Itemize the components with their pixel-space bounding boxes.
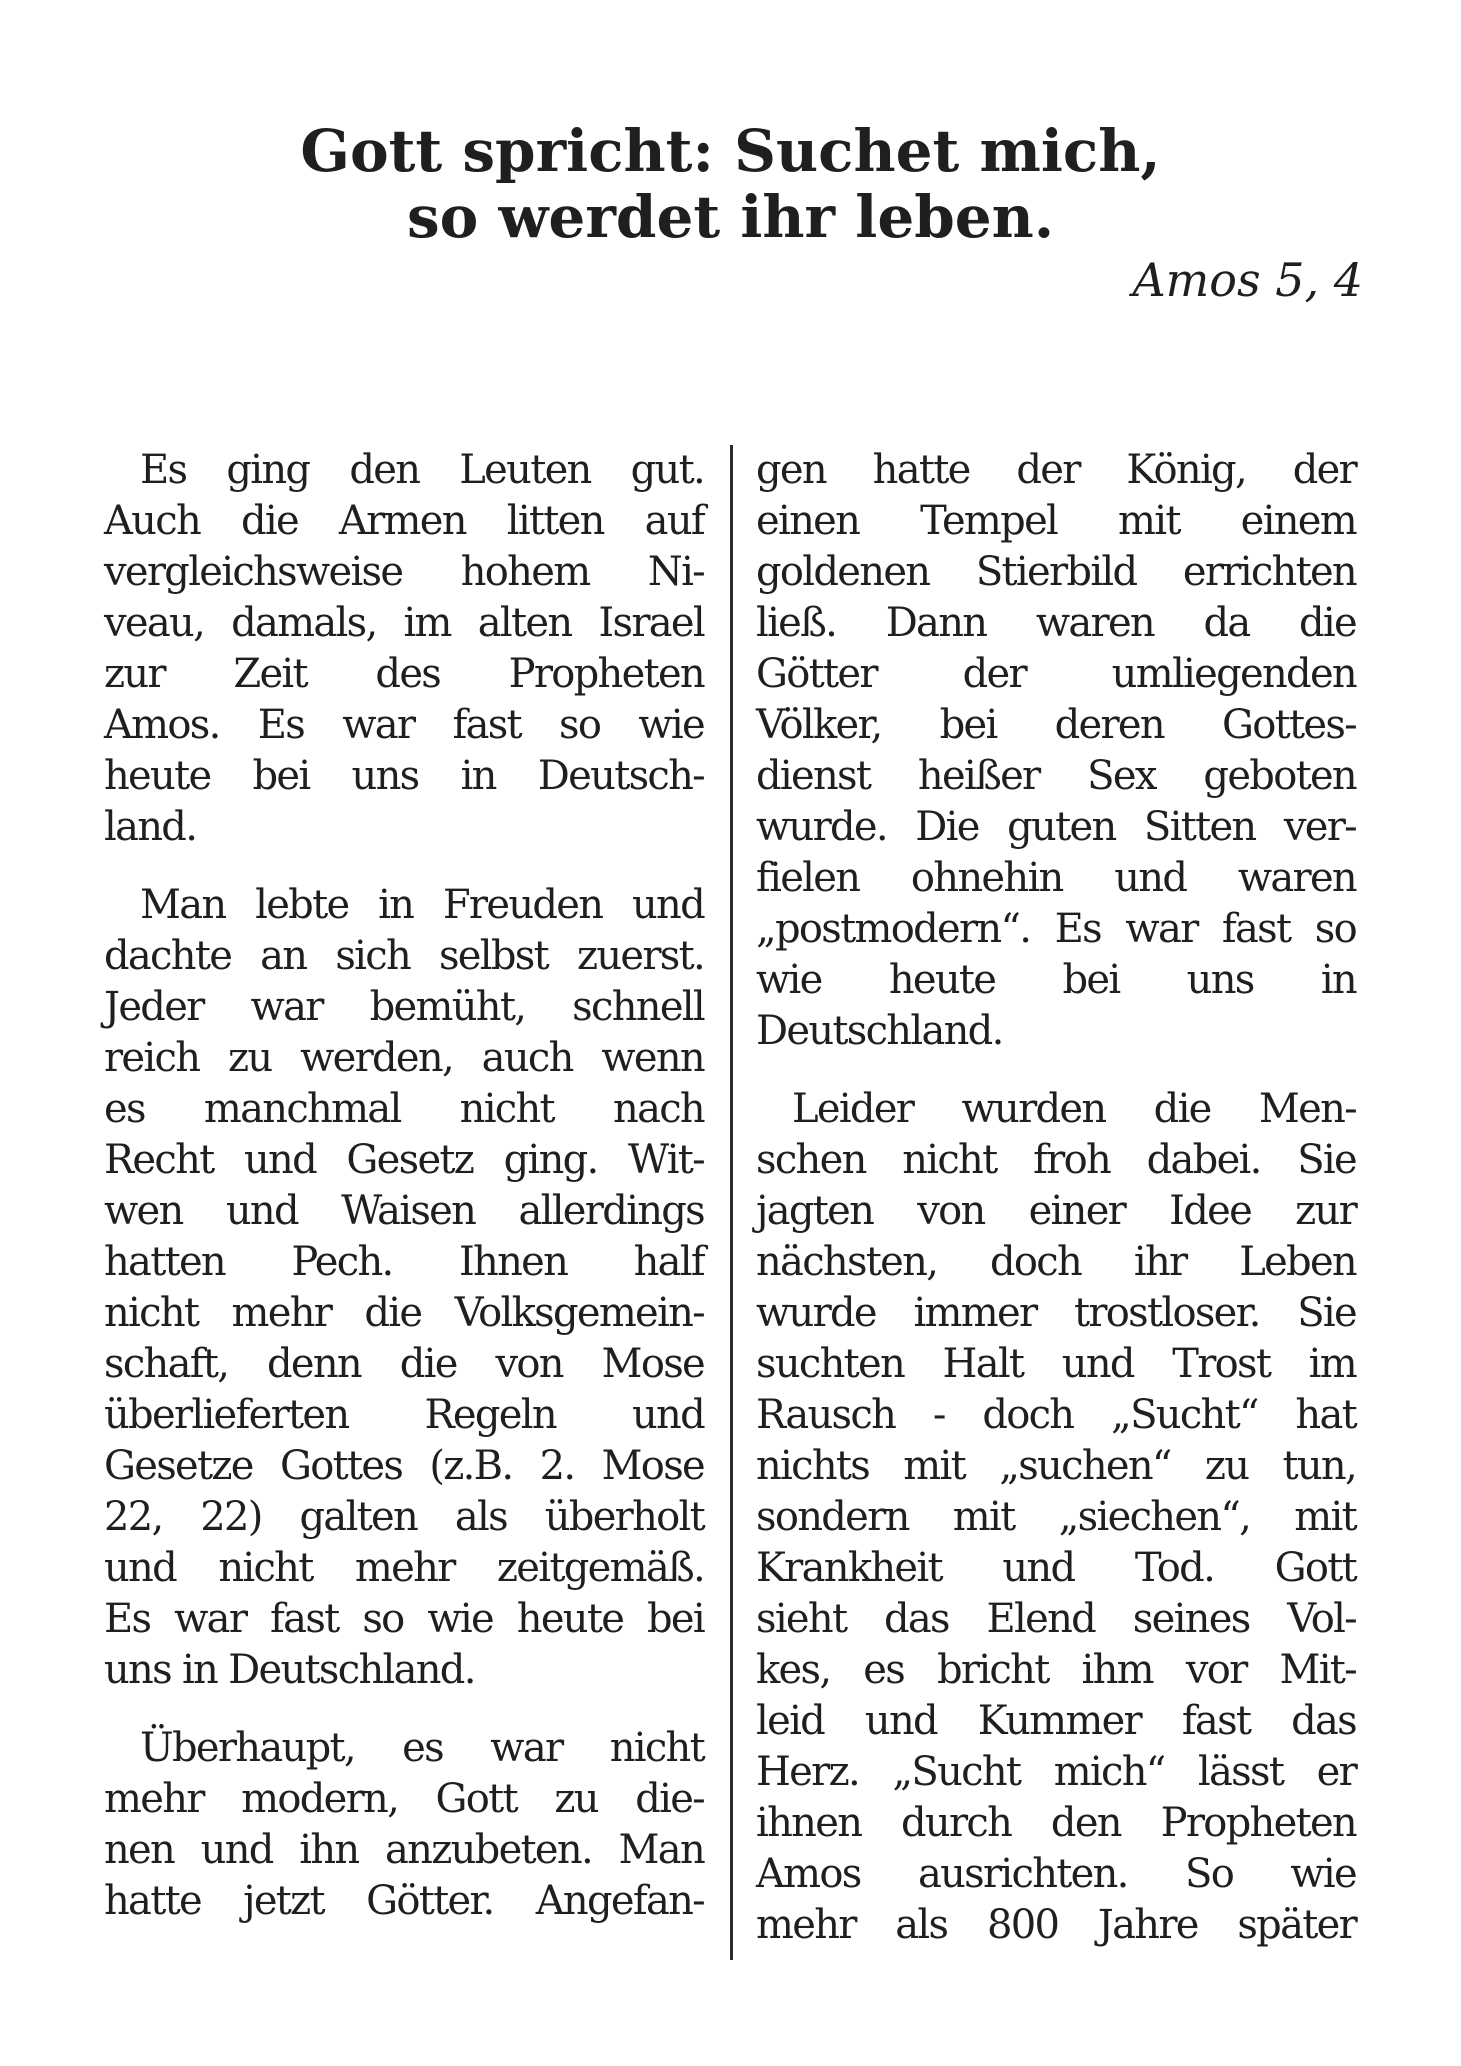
text-line: Krankheit und Tod. Gott bbox=[756, 1545, 1356, 1591]
text-line: 22, 22) galten als überholt bbox=[104, 1494, 704, 1540]
column-divider bbox=[730, 445, 733, 1960]
text-line: nicht mehr die Volksgemein- bbox=[104, 1290, 704, 1336]
text-line: sieht das Elend seines Vol- bbox=[756, 1596, 1356, 1642]
text-line: Herz. „Sucht mich“ lässt er bbox=[756, 1749, 1356, 1795]
text-line: und nicht mehr zeitgemäß. bbox=[104, 1545, 704, 1591]
text-line: nichts mit „suchen“ zu tun, bbox=[756, 1443, 1356, 1489]
text-line: Recht und Gesetz ging. Wit- bbox=[104, 1137, 704, 1183]
right-text-column bbox=[756, 445, 1356, 1951]
text-line: reich zu werden, auch wenn bbox=[104, 1035, 704, 1081]
text-line: Auch die Armen litten auf bbox=[104, 498, 704, 544]
text-line: ihnen durch den Propheten bbox=[756, 1800, 1356, 1846]
text-line: wurde immer trostloser. Sie bbox=[756, 1290, 1356, 1336]
text-line: Es ging den Leuten gut. bbox=[140, 447, 704, 493]
text-line: Amos. Es war fast so wie bbox=[104, 702, 704, 748]
paragraph-gap bbox=[756, 1057, 1356, 1084]
text-line: es manchmal nicht nach bbox=[104, 1086, 704, 1132]
text-line: Amos ausrichten. So wie bbox=[756, 1851, 1356, 1897]
text-line: Götter der umliegenden bbox=[756, 651, 1356, 697]
text-line: mehr als 800 Jahre später bbox=[756, 1902, 1356, 1948]
text-line: nen und ihn anzubeten. Man bbox=[104, 1827, 704, 1873]
text-line: vergleichsweise hohem Ni- bbox=[104, 549, 704, 595]
text-line: Man lebte in Freuden und bbox=[140, 882, 704, 928]
text-line: Jeder war bemüht, schnell bbox=[104, 984, 704, 1030]
text-line: veau, damals, im alten Israel bbox=[104, 600, 704, 646]
text-line: wie heute bei uns in bbox=[756, 957, 1356, 1003]
text-line: hatte jetzt Götter. Angefan- bbox=[104, 1878, 704, 1924]
text-line: überlieferten Regeln und bbox=[104, 1392, 704, 1438]
paragraph-gap bbox=[104, 1696, 704, 1723]
text-line: zur Zeit des Propheten bbox=[104, 651, 704, 697]
text-line: sondern mit „siechen“, mit bbox=[756, 1494, 1356, 1540]
text-line: nächsten, doch ihr Leben bbox=[756, 1239, 1356, 1285]
paragraph-gap bbox=[104, 853, 704, 880]
text-line: Leider wurden die Men- bbox=[792, 1086, 1356, 1132]
text-line: einen Tempel mit einem bbox=[756, 498, 1356, 544]
text-line: Überhaupt, es war nicht bbox=[140, 1725, 704, 1771]
text-line: Gesetze Gottes (z.B. 2. Mose bbox=[104, 1443, 704, 1489]
text-line: Völker, bei deren Gottes- bbox=[756, 702, 1356, 748]
text-line: ließ. Dann waren da die bbox=[756, 600, 1356, 646]
text-line: mehr modern, Gott zu die- bbox=[104, 1776, 704, 1822]
text-line: gen hatte der König, der bbox=[756, 447, 1356, 493]
title-line-2: so werdet ihr leben. bbox=[406, 183, 1055, 251]
text-line: jagten von einer Idee zur bbox=[756, 1188, 1356, 1234]
text-line: dienst heißer Sex geboten bbox=[756, 753, 1356, 799]
text-line: fielen ohnehin und waren bbox=[756, 855, 1356, 901]
text-line: schaft, denn die von Mose bbox=[104, 1341, 704, 1387]
text-line: Deutschland. bbox=[756, 1008, 1003, 1054]
text-line: suchten Halt und Trost im bbox=[756, 1341, 1356, 1387]
text-line: „postmodern“. Es war fast so bbox=[756, 906, 1356, 952]
text-line: leid und Kummer fast das bbox=[756, 1698, 1356, 1744]
text-line: heute bei uns in Deutsch- bbox=[104, 753, 704, 799]
left-text-column bbox=[104, 445, 704, 1927]
title-line-1: Gott spricht: Suchet mich, bbox=[300, 117, 1161, 185]
text-line: dachte an sich selbst zuerst. bbox=[104, 933, 704, 979]
text-line: hatten Pech. Ihnen half bbox=[104, 1239, 704, 1285]
text-line: Rausch - doch „Sucht“ hat bbox=[756, 1392, 1356, 1438]
bible-reference: Amos 5, 4 bbox=[1132, 253, 1363, 307]
text-line: goldenen Stierbild errichten bbox=[756, 549, 1356, 595]
text-line: uns in Deutschland. bbox=[104, 1647, 475, 1693]
text-line: wen und Waisen allerdings bbox=[104, 1188, 704, 1234]
text-line: Es war fast so wie heute bei bbox=[104, 1596, 704, 1642]
text-line: land. bbox=[104, 804, 197, 850]
page-title bbox=[0, 118, 1461, 250]
text-line: schen nicht froh dabei. Sie bbox=[756, 1137, 1356, 1183]
text-line: kes, es bricht ihm vor Mit- bbox=[756, 1647, 1356, 1693]
text-line: wurde. Die guten Sitten ver- bbox=[756, 804, 1356, 850]
